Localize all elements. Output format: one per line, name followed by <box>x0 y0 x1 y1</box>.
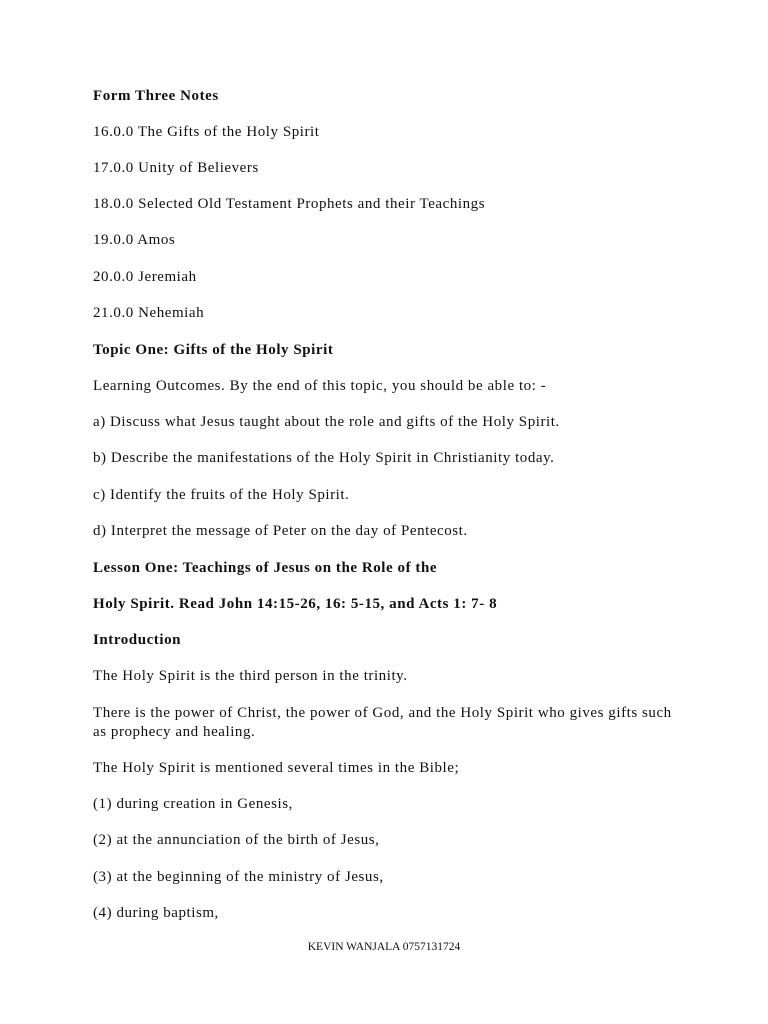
outcome-item: d) Interpret the message of Peter on the day of Pentecost. <box>93 523 468 539</box>
paragraph: The Holy Spirit is mentioned several times in the Bible; <box>93 760 460 776</box>
outcome-item: a) Discuss what Jesus taught about the role and gifts of the Holy Spirit. <box>93 414 560 430</box>
contents-item: 21.0.0 Nehemiah <box>93 305 205 321</box>
contents-item: 19.0.0 Amos <box>93 232 176 248</box>
page-footer: KEVIN WANJALA 0757131724 <box>307 941 461 953</box>
mention-item: (4) during baptism, <box>93 905 219 921</box>
lesson-title-line2: Holy Spirit. Read John 14:15-26, 16: 5-15, and Acts 1: 7- 8 <box>93 596 498 612</box>
outcome-item: b) Describe the manifestations of the Holy Spirit in Christianity today. <box>93 450 555 466</box>
outcome-item: c) Identify the fruits of the Holy Spirit. <box>93 487 350 503</box>
contents-item: 16.0.0 The Gifts of the Holy Spirit <box>93 124 320 140</box>
contents-item: 18.0.0 Selected Old Testament Prophets and their Teachings <box>93 196 486 212</box>
topic-title: Topic One: Gifts of the Holy Spirit <box>93 342 334 358</box>
mention-item: (3) at the beginning of the ministry of Jesus, <box>93 869 384 885</box>
contents-item: 20.0.0 Jeremiah <box>93 269 197 285</box>
mention-item: (2) at the annunciation of the birth of Jesus, <box>93 832 380 848</box>
paragraph: There is the power of Christ, the power of God, and the Holy Spirit who gives gifts such as prophecy and healing. <box>93 705 672 740</box>
outcomes-intro: Learning Outcomes. By the end of this topic, you should be able to: - <box>93 378 547 394</box>
paragraph: The Holy Spirit is the third person in the trinity. <box>93 668 408 684</box>
introduction-heading: Introduction <box>93 632 182 648</box>
document-heading: Form Three Notes <box>93 88 219 104</box>
lesson-title-line1: Lesson One: Teachings of Jesus on the Role of the <box>93 560 438 576</box>
contents-item: 17.0.0 Unity of Believers <box>93 160 259 176</box>
mention-item: (1) during creation in Genesis, <box>93 796 293 812</box>
